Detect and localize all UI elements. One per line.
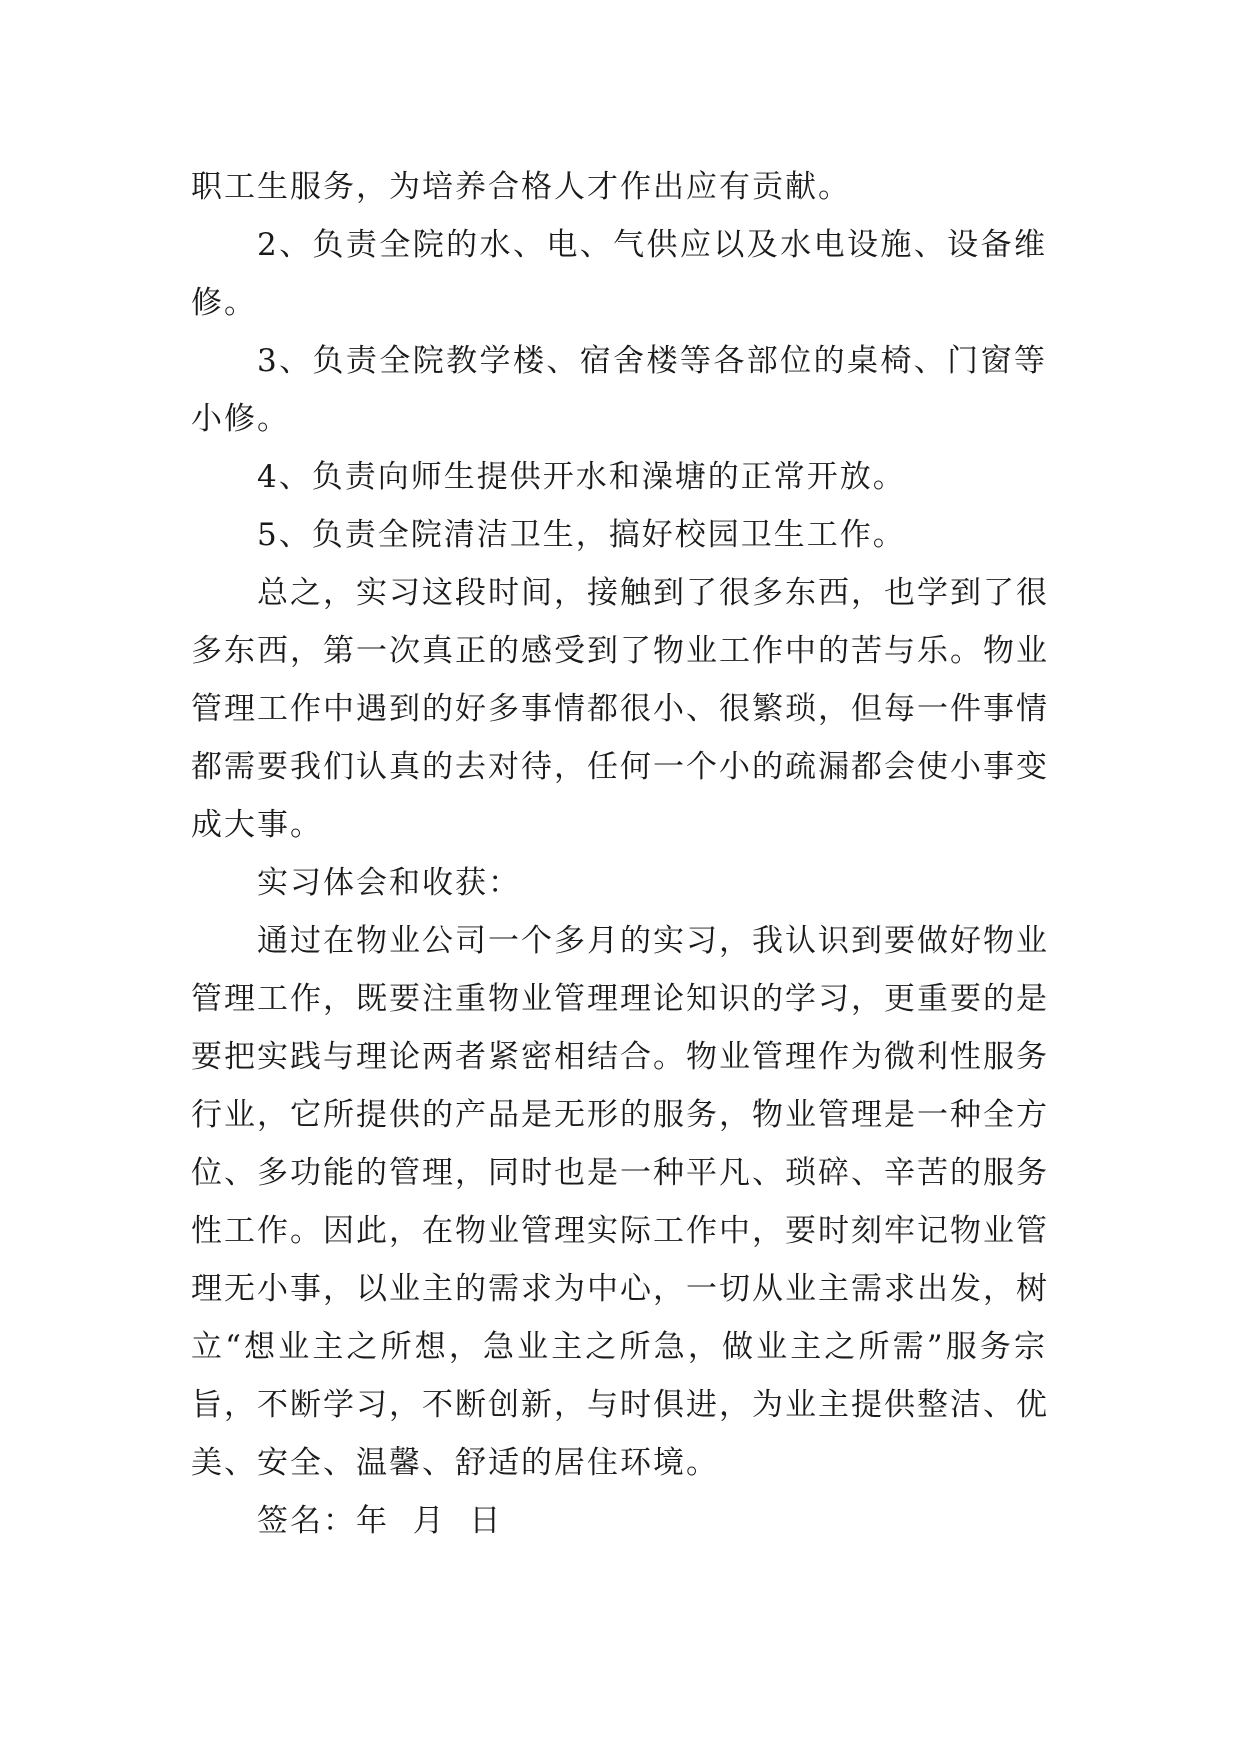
text-line: 签名：年 月 日 <box>257 1503 503 1539</box>
text-line: 行业，它所提供的产品是无形的服务，物业管理是一种全方 <box>191 1097 1049 1133</box>
text-line: 修。 <box>191 285 257 321</box>
paragraph-item-3 <box>191 332 1047 448</box>
paragraph-summary <box>191 564 1047 854</box>
text-line: 职工生服务，为培养合格人才作出应有贡献。 <box>191 169 851 205</box>
text-line: 性工作。因此，在物业管理实际工作中，要时刻牢记物业管 <box>191 1213 1049 1249</box>
text-line: 小修。 <box>191 401 290 437</box>
text-line: 立“想业主之所想，急业主之所急，做业主之所需”服务宗 <box>191 1329 1047 1365</box>
text-line: 4、负责向师生提供开水和澡塘的正常开放。 <box>257 459 906 495</box>
paragraph-item-5 <box>191 506 1047 564</box>
text-line: 2、负责全院的水、电、气供应以及水电设施、设备维 <box>257 227 1047 263</box>
text-line: 位、多功能的管理，同时也是一种平凡、琐碎、辛苦的服务 <box>191 1155 1049 1191</box>
section-heading <box>191 854 1047 912</box>
text-line: 3、负责全院教学楼、宿舍楼等各部位的桌椅、门窗等 <box>257 343 1047 379</box>
text-line: 理无小事，以业主的需求为中心，一切从业主需求出发，树 <box>191 1271 1049 1307</box>
text-line: 都需要我们认真的去对待，任何一个小的疏漏都会使小事变 <box>191 749 1049 785</box>
text-line: 管理工作，既要注重物业管理理论知识的学习，更重要的是 <box>191 981 1049 1017</box>
paragraph-reflection <box>191 912 1047 1492</box>
document-body <box>191 158 1047 1550</box>
text-line: 管理工作中遇到的好多事情都很小、很繁琐，但每一件事情 <box>191 691 1049 727</box>
text-line: 美、安全、温馨、舒适的居住环境。 <box>191 1445 719 1481</box>
text-line: 通过在物业公司一个多月的实习，我认识到要做好物业 <box>257 923 1049 959</box>
text-line: 旨，不断学习，不断创新，与时俱进，为业主提供整洁、优 <box>191 1387 1049 1423</box>
paragraph-continuation <box>191 158 1047 216</box>
text-line: 多东西，第一次真正的感受到了物业工作中的苦与乐。物业 <box>191 633 1049 669</box>
text-line: 成大事。 <box>191 807 323 843</box>
paragraph-item-2 <box>191 216 1047 332</box>
text-line: 总之，实习这段时间，接触到了很多东西，也学到了很 <box>257 575 1049 611</box>
text-line: 实习体会和收获： <box>257 865 521 901</box>
signature-line <box>191 1492 1047 1550</box>
text-line: 要把实践与理论两者紧密相结合。物业管理作为微利性服务 <box>191 1039 1049 1075</box>
paragraph-item-4 <box>191 448 1047 506</box>
text-line: 5、负责全院清洁卫生，搞好校园卫生工作。 <box>257 517 906 553</box>
